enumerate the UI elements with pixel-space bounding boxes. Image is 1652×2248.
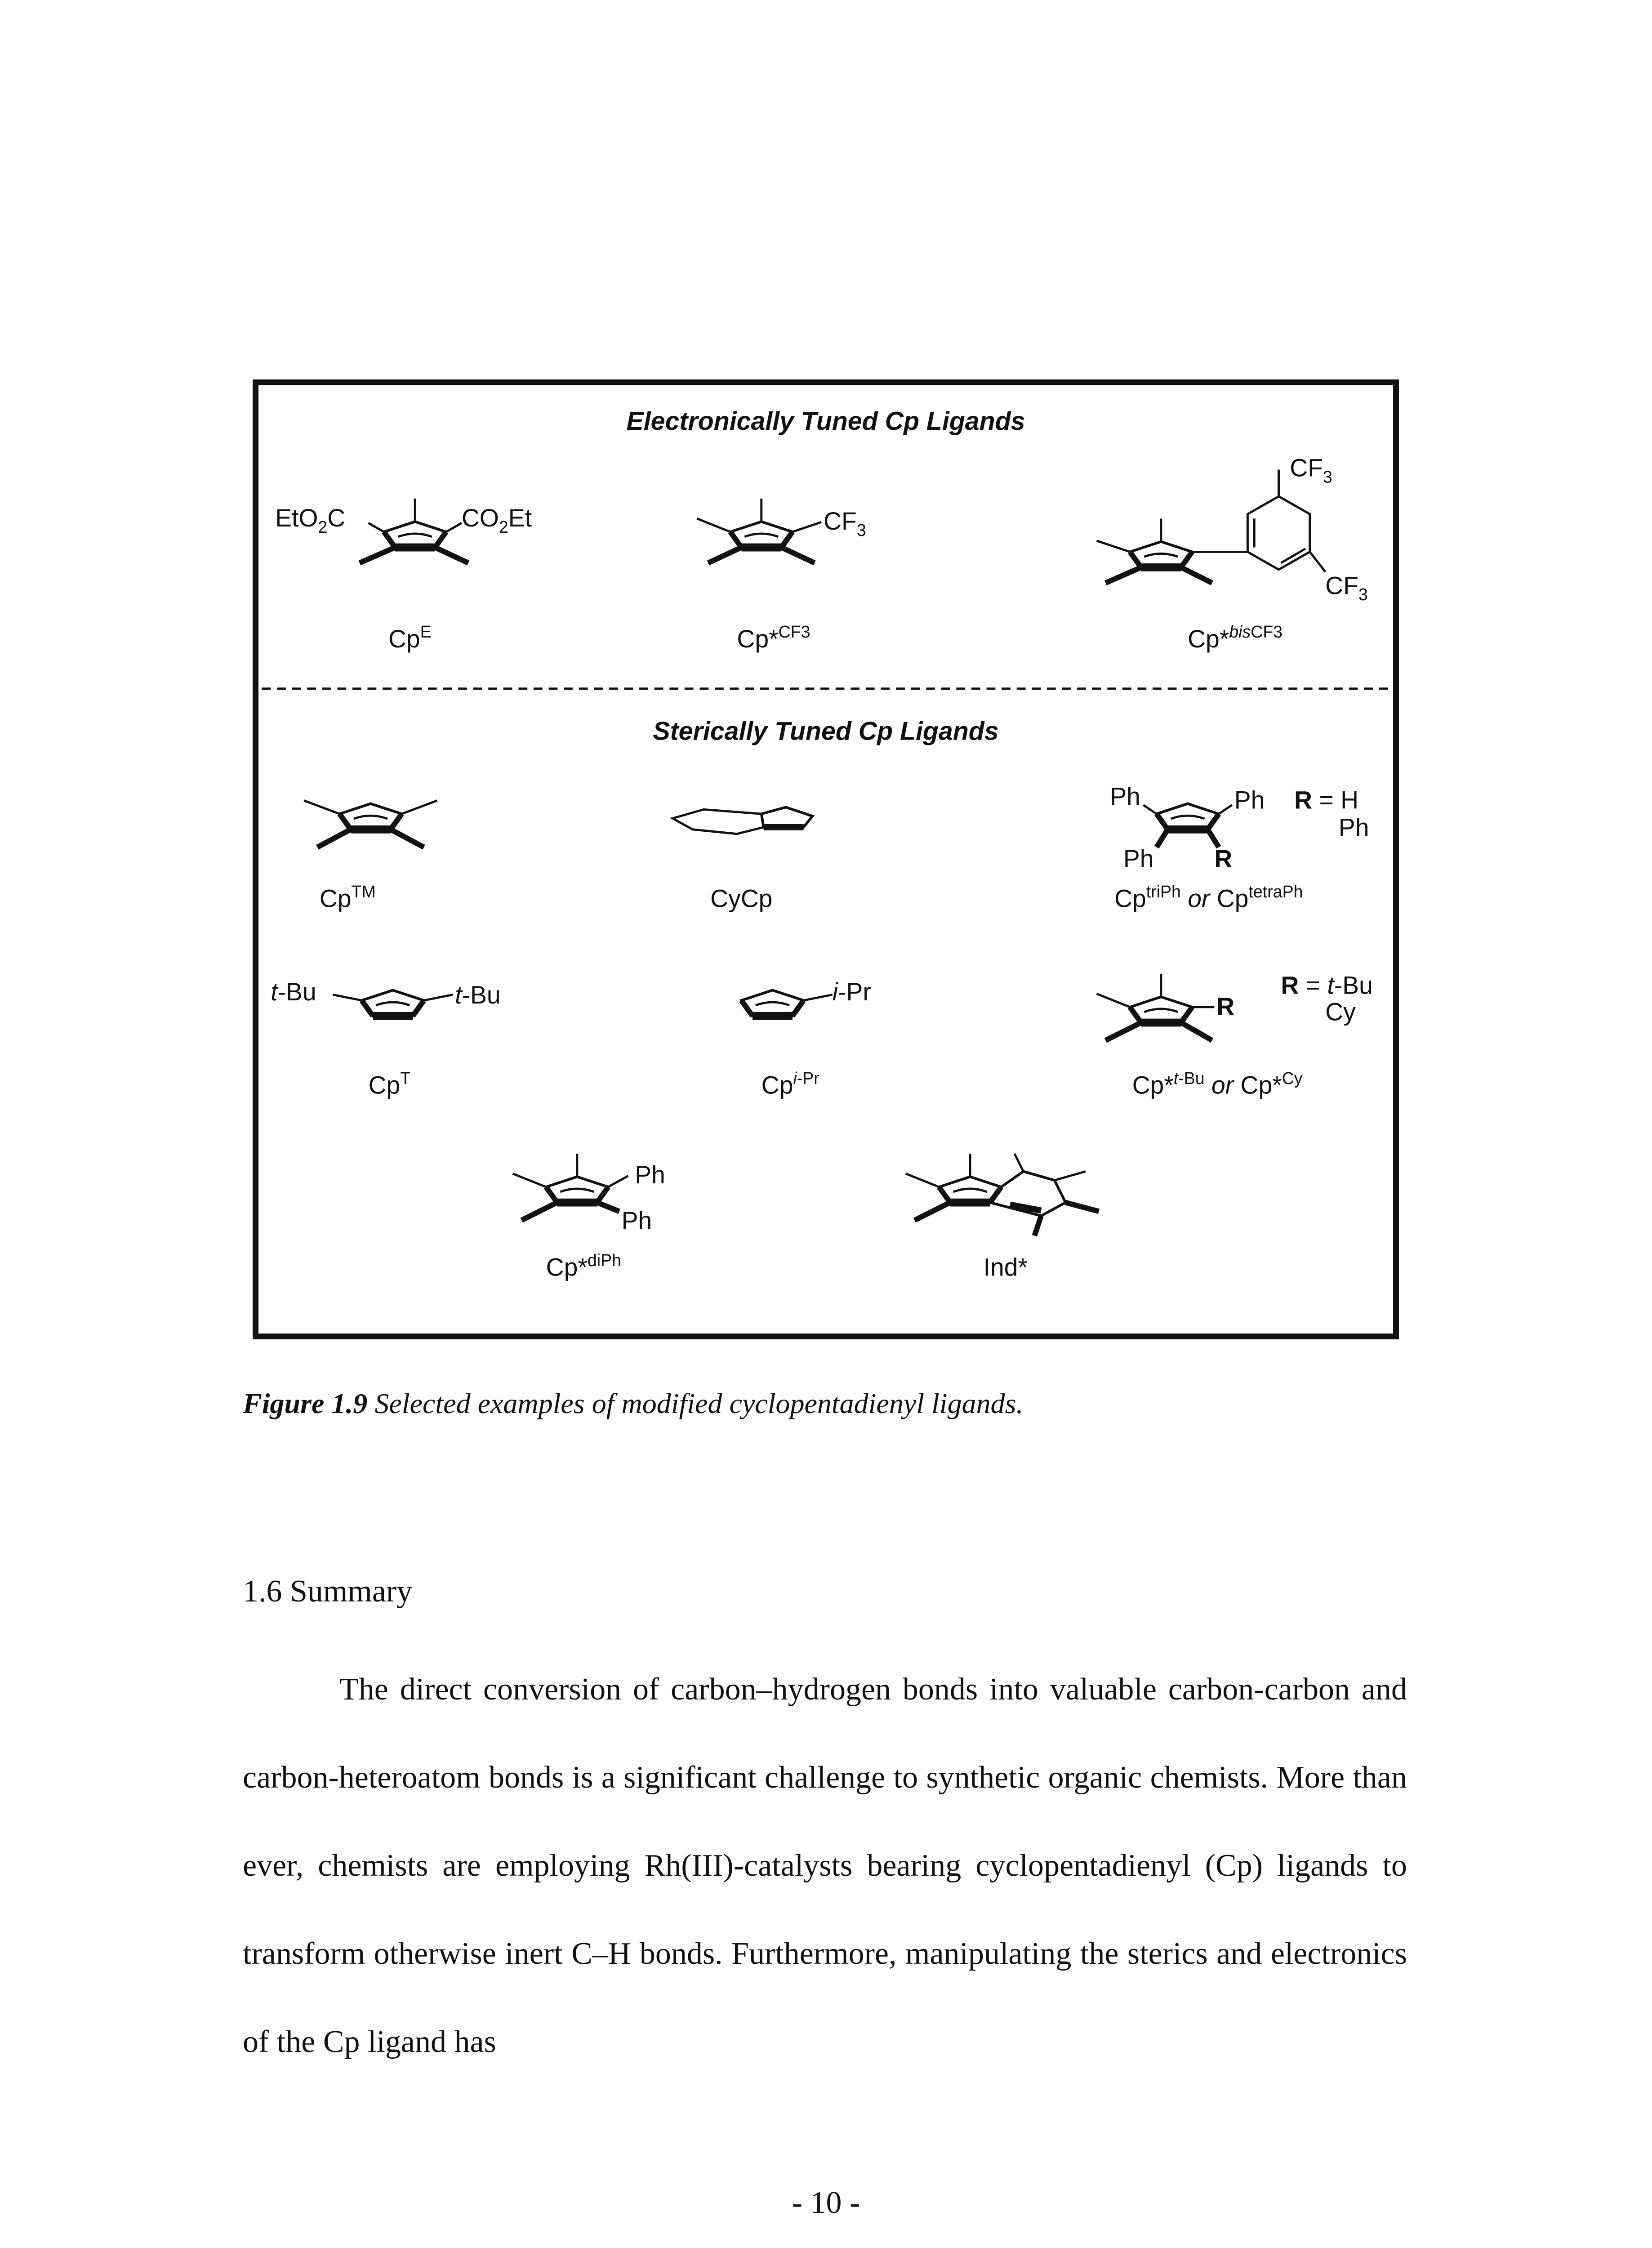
ind-structure <box>906 1154 1099 1236</box>
cp-tbu-label: Cp*$^t$-Bu or Cp*$^{Cy}$ <box>1132 1068 1303 1099</box>
cp-e-label: $Cp^E$ <box>388 622 432 653</box>
svg-text:R = t-Bu: R = t-Bu <box>1281 971 1373 999</box>
cp-triph-label: $Cp^{triPh}$ or $Cp^{tetraPh}$ <box>1114 882 1303 913</box>
section-title-electronic: Electronically Tuned Cp Ligands <box>626 406 1025 436</box>
cp-e-structure <box>275 499 532 563</box>
svg-text:t-Bu: t-Bu <box>455 981 501 1009</box>
figure-caption-text: Selected examples of modified cyclopentadienyl ligands. <box>374 1387 1024 1419</box>
cp-diph-label: Cp*$^{diPh}$ <box>546 1250 621 1281</box>
figure-frame <box>253 379 1399 1339</box>
svg-text:t-Bu: t-Bu <box>271 978 316 1006</box>
ligand-figure <box>258 385 1393 1334</box>
svg-text:EtO2C: EtO$_2$C <box>275 504 346 536</box>
cp-t-structure <box>271 978 500 1016</box>
svg-text:Ph: Ph <box>1110 782 1140 811</box>
cp-tbu-structure <box>1097 971 1373 1040</box>
svg-text:Cy: Cy <box>1325 998 1356 1026</box>
cp-biscf3-label: Cp*$^{bis}$CF3 <box>1188 622 1283 653</box>
ind-label: Ind* <box>983 1253 1028 1281</box>
svg-text:CF3: $CF_3$ <box>1325 571 1368 604</box>
cp-tm-label: Cp™ <box>319 882 376 913</box>
cp-cf3-structure <box>697 499 866 563</box>
cp-ipr-label: Cp$^i$-Pr <box>761 1068 819 1099</box>
svg-text:i-Pr: i-Pr <box>832 978 871 1006</box>
svg-text:Ph: Ph <box>1123 844 1154 873</box>
figure-caption-label: Figure 1.9 <box>243 1387 368 1419</box>
svg-text:Ph: Ph <box>1234 786 1265 814</box>
page-number: - 10 - <box>792 2186 860 2220</box>
svg-text:Ph: Ph <box>635 1161 665 1189</box>
section-heading: 1.6 Summary <box>243 1574 413 1609</box>
section-title-steric: Sterically Tuned Cp Ligands <box>653 717 999 746</box>
cycp-label: CyCp <box>710 884 773 913</box>
svg-text:Ph: Ph <box>1338 813 1369 842</box>
svg-text:CF3: $CF_3$ <box>1290 454 1332 486</box>
svg-text:R: R <box>1214 844 1233 873</box>
svg-text:CO2Et: $CO_2Et$ <box>461 504 532 536</box>
body-paragraph: The direct conversion of carbon–hydrogen bonds into valuable carbon-carbon and carbon-heteroatom bonds is a significant challenge to synthetic organic chemists. More than ever, chemists are employing Rh(III)-catalysts bearing cyclopentadienyl (Cp) ligands to transform otherwise inert C–H bonds. Furthermore, manipulating the sterics and electronics of the Cp ligand has <box>243 1672 1407 2059</box>
cp-biscf3-structure <box>1097 454 1368 604</box>
figure-caption <box>243 1387 1023 1420</box>
svg-text:Ph: Ph <box>621 1206 652 1235</box>
cp-tm-structure <box>304 801 437 847</box>
cp-triph-structure <box>1110 782 1369 872</box>
cp-t-label: $Cp^T$ <box>368 1068 411 1099</box>
cp-ipr-structure <box>741 978 871 1016</box>
cp-diph-structure <box>513 1154 665 1235</box>
cp-cf3-label: Cp*$^{CF3}$ <box>737 622 810 653</box>
svg-text:R: R <box>1216 992 1235 1021</box>
svg-text:CF3: $CF_3$ <box>824 507 866 540</box>
svg-text:R = H: R = H <box>1294 786 1359 814</box>
cycp-structure <box>672 807 812 834</box>
